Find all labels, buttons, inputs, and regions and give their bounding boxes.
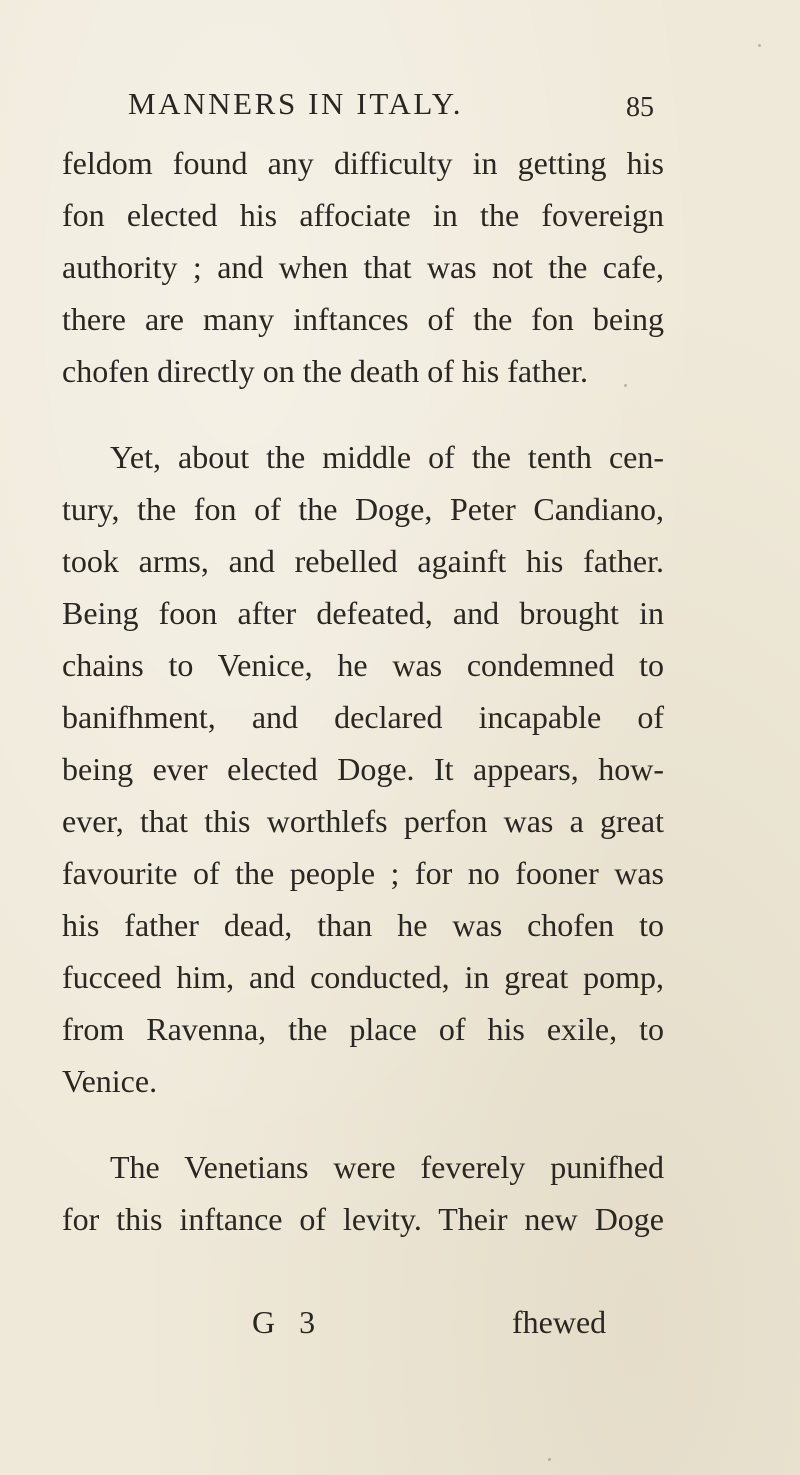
page-number: 85	[626, 92, 654, 123]
running-title: MANNERS IN ITALY.	[128, 86, 464, 121]
paper-speck	[624, 384, 627, 387]
page-footer	[0, 1300, 800, 1344]
text-line: feldom found any difficulty in getting his	[62, 145, 664, 181]
text-line: being ever elected Doge. It appears, how-	[62, 751, 664, 787]
text-line: Venice.	[62, 1063, 158, 1099]
text-line: The Venetians were feverely punifhed	[110, 1149, 664, 1185]
signature-mark: G 3	[252, 1304, 324, 1340]
text-line: took arms, and rebelled againft his father.	[62, 543, 664, 579]
text-line: chofen directly on the death of his father.	[62, 353, 589, 389]
text-line: fon elected his affociate in the fovereign	[62, 197, 664, 233]
text-line: chains to Venice, he was condemned to	[62, 647, 664, 683]
text-line: fucceed him, and conducted, in great pomp,	[62, 959, 664, 995]
paper-speck	[548, 1458, 551, 1461]
text-line: there are many inftances of the fon being	[62, 301, 664, 337]
paper-speck	[758, 44, 761, 47]
running-head	[128, 84, 768, 124]
text-line: favourite of the people ; for no fooner was	[62, 855, 664, 891]
text-line: banifhment, and declared incapable of	[62, 699, 664, 735]
text-line: Being foon after defeated, and brought in	[62, 595, 664, 631]
text-line: tury, the fon of the Doge, Peter Candiano,	[62, 491, 664, 527]
text-line: ever, that this worthlefs perfon was a great	[62, 803, 664, 839]
catchword: fhewed	[512, 1304, 607, 1340]
text-line: from Ravenna, the place of his exile, to	[62, 1011, 664, 1047]
text-line: for this inftance of levity. Their new Doge	[62, 1201, 664, 1237]
text-line: his father dead, than he was chofen to	[62, 907, 664, 943]
text-line: authority ; and when that was not the cafe,	[62, 249, 664, 285]
text-line: Yet, about the middle of the tenth cen-	[110, 439, 664, 475]
